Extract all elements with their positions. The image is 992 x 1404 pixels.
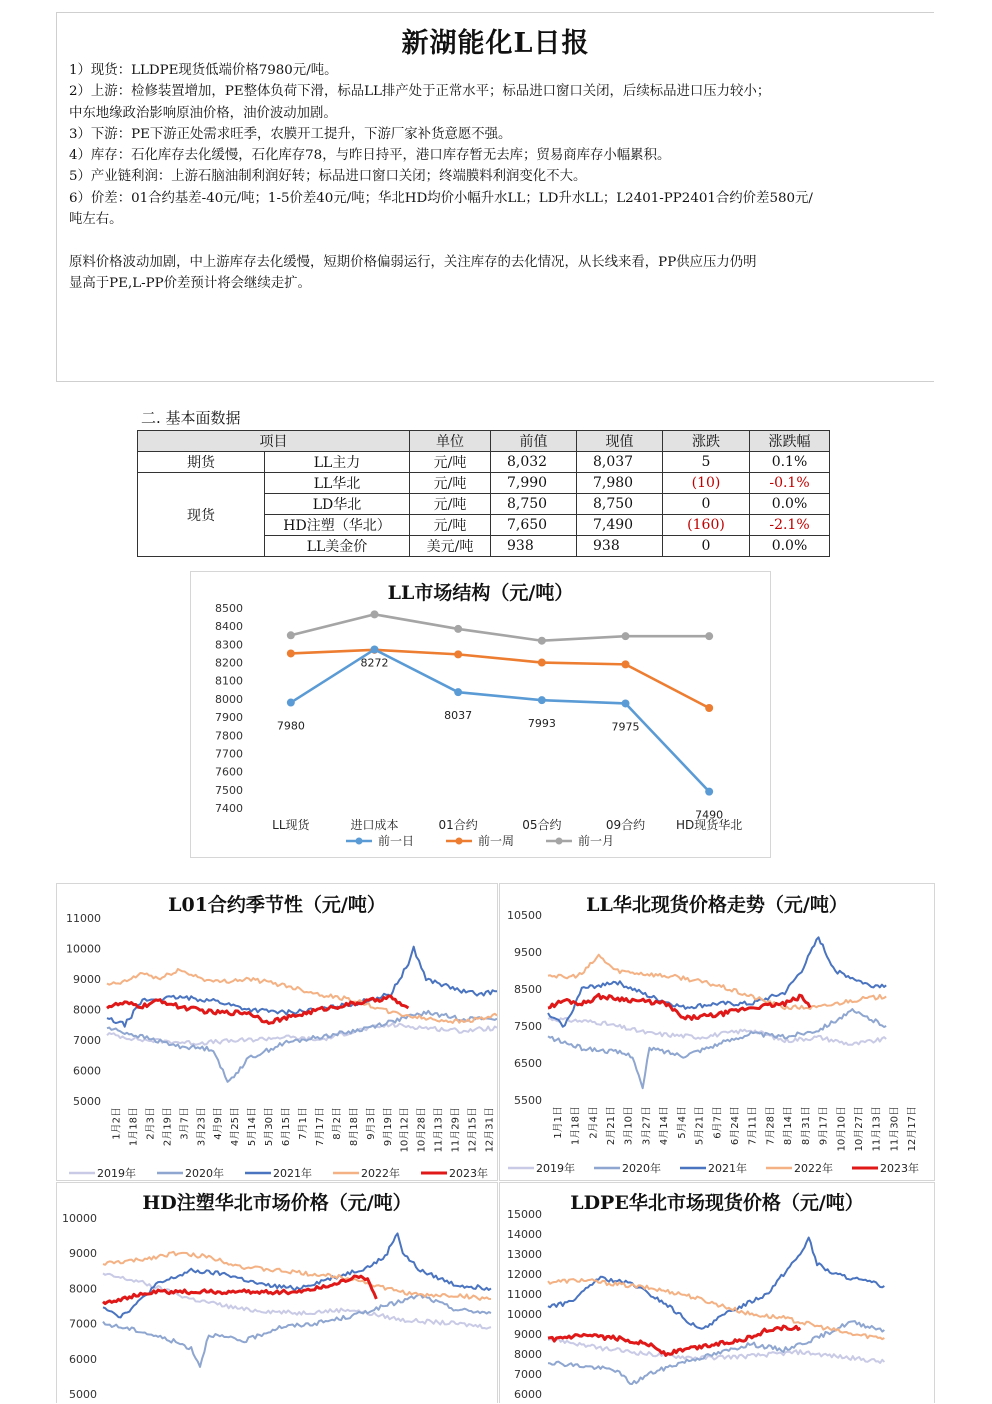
row-category: 期货 (138, 452, 265, 473)
row-curr: 7,490 (577, 515, 663, 536)
row-name: HD注塑（华北） (265, 515, 410, 536)
data-point (287, 631, 295, 639)
x-tick-label: 12月15日 (467, 1107, 479, 1153)
chart-market-structure (190, 571, 771, 858)
row-chg: 0 (663, 536, 750, 557)
chart-title: HD注塑华北市场价格（元/吨） (142, 1192, 412, 1214)
x-tick-label: 5月4日 (676, 1106, 688, 1139)
y-tick-label: 7000 (73, 1034, 101, 1047)
x-tick-label: 1月18日 (128, 1107, 140, 1147)
row-chg: (10) (663, 473, 750, 494)
report-line: 1）现货：LLDPE现货低端价格7980元/吨。 (69, 63, 338, 78)
ll-north-spot-plot (500, 884, 934, 1180)
series-line (103, 1294, 491, 1367)
data-point (622, 632, 630, 640)
header-chg: 涨跌 (663, 431, 750, 452)
y-tick-label: 7500 (215, 783, 243, 797)
x-tick-label: 11月30日 (889, 1106, 901, 1152)
y-tick-label: 7000 (69, 1317, 97, 1331)
data-point (371, 610, 379, 618)
y-tick-label: 8300 (215, 638, 243, 652)
y-tick-label: 8500 (215, 602, 243, 615)
x-tick-label: LL现货 (272, 818, 310, 832)
series-line (103, 1233, 491, 1317)
x-tick-label: 7月17日 (314, 1107, 326, 1147)
y-tick-label: 6000 (69, 1352, 97, 1366)
row-category: 现货 (138, 473, 265, 557)
series-line (548, 1321, 884, 1384)
y-tick-label: 7700 (215, 747, 243, 761)
row-prev: 7,990 (491, 473, 577, 494)
row-pct: 0.1% (750, 452, 830, 473)
x-tick-label: 8月2日 (331, 1107, 343, 1140)
chart-title: LDPE华北市场现货价格（元/吨） (570, 1192, 864, 1214)
legend-label: 2020年 (622, 1162, 661, 1175)
y-tick-label: 5000 (73, 1095, 101, 1108)
row-pct: -2.1% (750, 515, 830, 536)
legend-marker (556, 838, 563, 845)
x-tick-label: 12月31日 (484, 1107, 496, 1153)
x-tick-label: 3月27日 (641, 1106, 653, 1146)
legend-label: 2019年 (536, 1162, 575, 1175)
data-label: 7993 (527, 717, 556, 731)
y-tick-label: 13000 (507, 1248, 542, 1261)
header-unit: 单位 (410, 431, 491, 452)
row-name: LD华北 (265, 494, 410, 515)
x-tick-label: 4月25日 (230, 1107, 242, 1147)
y-tick-label: 8000 (73, 1003, 101, 1017)
y-tick-label: 6000 (514, 1388, 542, 1401)
x-tick-label: 7月11日 (747, 1106, 759, 1146)
data-point (705, 704, 713, 712)
row-prev: 8,032 (491, 452, 577, 473)
data-point (454, 650, 462, 658)
header-pct: 涨跌幅 (750, 431, 830, 452)
x-tick-label: 05合约 (522, 818, 562, 832)
series-line (548, 1009, 886, 1088)
x-tick-label: 5月30日 (264, 1107, 276, 1147)
chart-l01-seasonality (56, 883, 498, 1181)
data-point (538, 696, 546, 704)
y-tick-label: 10500 (507, 909, 542, 922)
table-header-row (138, 431, 830, 452)
legend-label: 2021年 (708, 1162, 747, 1175)
x-tick-label: 11月29日 (450, 1107, 462, 1153)
section-title: 二. 基本面数据 (141, 409, 241, 427)
table-row (138, 473, 830, 494)
legend-label: 2021年 (273, 1167, 312, 1180)
legend-label: 2022年 (361, 1167, 400, 1180)
x-tick-label: 6月15日 (281, 1107, 293, 1147)
series-line (103, 1276, 376, 1304)
x-tick-label: 12月17日 (907, 1106, 919, 1152)
chart-ll-north-spot (499, 883, 935, 1181)
y-tick-label: 5500 (514, 1094, 542, 1107)
report-line: 3）下游：PE下游正处需求旺季，农膜开工提升，下游厂家补货意愿不强。 (69, 126, 512, 142)
row-curr: 8,750 (577, 494, 663, 515)
report-line: 2）上游：检修装置增加，PE整体负荷下滑，标品LL排产处于正常水平；标品进口窗口关闭，后续标品进口压力较小； (69, 84, 771, 100)
x-tick-label: 2月4日 (588, 1106, 600, 1139)
hd-injection-plot (57, 1183, 497, 1404)
row-name: LL美金价 (265, 536, 410, 557)
y-tick-label: 10000 (66, 942, 101, 956)
x-tick-label: 2月21日 (606, 1106, 617, 1146)
chart-title: L01合约季节性（元/吨） (168, 894, 386, 916)
y-tick-label: 15000 (507, 1208, 542, 1221)
report-line: 5）产业链利润：上游石脑油制利润好转；标品进口窗口关闭；终端膜料利润变化不大。 (69, 169, 587, 185)
report-box (56, 12, 934, 382)
row-unit: 元/吨 (410, 515, 491, 536)
legend-label: 前一月 (578, 834, 615, 848)
x-tick-label: 1月1日 (552, 1106, 564, 1139)
row-prev: 7,650 (491, 515, 577, 536)
y-tick-label: 6500 (514, 1057, 542, 1070)
row-pct: -0.1% (750, 473, 830, 494)
series-line (548, 1326, 800, 1355)
data-point (371, 645, 379, 653)
y-tick-label: 7600 (215, 765, 243, 779)
legend-marker (456, 838, 463, 845)
y-tick-label: 9000 (73, 973, 101, 986)
report-line: 原料价格波动加剧，中上游库存去化缓慢，短期价格偏弱运行，关注库存的去化情况，从长线来看，PP供应压力仍明 (69, 254, 757, 270)
y-tick-label: 7800 (215, 729, 243, 743)
report-line: 吨左右。 (69, 212, 123, 228)
data-point (454, 688, 462, 696)
y-tick-label: 8000 (215, 692, 243, 706)
table-row (138, 452, 830, 473)
series-line (291, 649, 709, 791)
x-tick-label: 5月21日 (694, 1106, 706, 1146)
x-tick-label: 6月24日 (730, 1106, 741, 1146)
y-tick-label: 9000 (514, 1328, 542, 1341)
x-tick-label: 5月14日 (247, 1107, 259, 1147)
row-name: LL华北 (265, 473, 410, 494)
data-label: 8272 (360, 656, 389, 670)
row-pct: 0.0% (750, 536, 830, 557)
row-unit: 元/吨 (410, 452, 491, 473)
x-tick-label: 8月18日 (348, 1107, 360, 1147)
x-tick-label: 2月19日 (162, 1107, 174, 1147)
x-tick-label: 1月2日 (111, 1107, 123, 1140)
y-tick-label: 11000 (66, 912, 101, 925)
x-tick-label: 4月9日 (213, 1107, 225, 1140)
y-tick-label: 6000 (73, 1064, 101, 1078)
series-line (291, 614, 709, 640)
report-line (69, 230, 929, 251)
row-chg: 0 (663, 494, 750, 515)
y-tick-label: 8200 (215, 656, 243, 670)
data-point (622, 660, 630, 668)
y-tick-label: 7000 (514, 1368, 542, 1381)
y-tick-label: 9500 (514, 946, 542, 959)
y-tick-label: 7400 (215, 802, 243, 815)
x-tick-label: 10月10日 (836, 1106, 848, 1152)
report-line: 6）价差：01合约基差-40元/吨；1-5价差40元/吨；华北HD均价小幅升水LL；LD升水LL；L2401-PP2401合约价差580元/ (69, 190, 813, 206)
row-prev: 8,750 (491, 494, 577, 515)
x-tick-label: 7月1日 (298, 1107, 309, 1140)
report-line: 4）库存：石化库存去化缓慢，石化库存78，与昨日持平，港口库存暂无去库；贸易商库存小幅累积。 (69, 148, 671, 164)
chart-title: LL华北现货价格走势（元/吨） (586, 894, 848, 916)
legend-marker (356, 838, 363, 845)
fundamentals-table (137, 430, 830, 557)
legend-label: 前一日 (378, 834, 415, 848)
y-tick-label: 14000 (507, 1228, 542, 1241)
row-unit: 元/吨 (410, 473, 491, 494)
data-point (622, 699, 630, 707)
data-point (287, 649, 295, 657)
data-point (287, 699, 295, 707)
ldpe-north-plot (500, 1183, 934, 1404)
l01-seasonality-plot (57, 884, 497, 1180)
legend-label: 2023年 (449, 1167, 488, 1180)
data-label: 7975 (611, 720, 640, 734)
x-tick-label: 6月7日 (712, 1106, 724, 1139)
report-line: 中东地缘政治影响原油价格，油价波动加剧。 (69, 105, 337, 121)
y-tick-label: 8000 (69, 1282, 97, 1296)
x-tick-label: 2月3日 (145, 1107, 157, 1140)
x-tick-label: 3月10日 (623, 1106, 635, 1146)
y-tick-label: 8000 (514, 1348, 542, 1361)
y-tick-label: 7500 (514, 1020, 542, 1033)
data-point (705, 632, 713, 640)
y-tick-label: 8100 (215, 674, 243, 688)
chart-hd-injection-north (56, 1182, 498, 1403)
y-tick-label: 7900 (215, 711, 243, 725)
x-tick-label: 10月12日 (399, 1107, 411, 1153)
x-tick-label: 9月3日 (365, 1107, 377, 1140)
row-pct: 0.0% (750, 494, 830, 515)
x-tick-label: 7月28日 (765, 1106, 777, 1146)
report-text (69, 60, 929, 294)
x-tick-label: 8月31日 (800, 1106, 812, 1146)
data-label: 8037 (444, 709, 473, 723)
y-tick-label: 11000 (507, 1288, 542, 1301)
row-unit: 元/吨 (410, 494, 491, 515)
header-prev: 前值 (491, 431, 577, 452)
row-prev: 938 (491, 536, 577, 557)
series-line (291, 650, 709, 708)
row-curr: 938 (577, 536, 663, 557)
x-tick-label: 9月17日 (818, 1106, 830, 1146)
header-curr: 现值 (577, 431, 663, 452)
y-tick-label: 10000 (62, 1212, 97, 1225)
x-tick-label: 10月27日 (854, 1106, 865, 1152)
x-tick-label: 8月14日 (783, 1106, 795, 1146)
x-tick-label: 3月23日 (196, 1107, 208, 1147)
x-tick-label: 09合约 (605, 818, 646, 832)
row-curr: 7,980 (577, 473, 663, 494)
y-tick-label: 10000 (507, 1308, 542, 1321)
legend-label: 2022年 (794, 1162, 833, 1175)
row-chg: (160) (663, 515, 750, 536)
x-tick-label: 11月13日 (871, 1106, 883, 1152)
legend-label: 2023年 (880, 1162, 919, 1175)
y-tick-label: 9000 (69, 1247, 97, 1261)
y-tick-label: 5000 (69, 1388, 97, 1401)
x-tick-label: 9月19日 (382, 1107, 394, 1147)
chart-ldpe-north-spot (499, 1182, 935, 1403)
legend-label: 2019年 (97, 1167, 136, 1180)
x-tick-label: 01合约 (438, 818, 478, 832)
data-point (454, 625, 462, 633)
chart-title: LL市场结构（元/吨） (387, 582, 574, 604)
x-tick-label: 3月7日 (179, 1107, 191, 1140)
x-tick-label: 11月13日 (433, 1107, 445, 1153)
x-tick-label: 1月18日 (570, 1106, 582, 1146)
row-name: LL主力 (265, 452, 410, 473)
legend-label: 2020年 (185, 1167, 224, 1180)
series-line (548, 955, 886, 1009)
x-tick-label: 进口成本 (350, 818, 399, 832)
y-tick-label: 8400 (215, 620, 243, 634)
y-tick-label: 12000 (507, 1268, 542, 1281)
data-point (705, 788, 713, 796)
row-unit: 美元/吨 (410, 536, 491, 557)
data-point (538, 637, 546, 645)
x-tick-label: 4月14日 (659, 1106, 671, 1146)
legend-label: 前一周 (478, 834, 515, 848)
report-line: 显高于PE,L-PP价差预计将会继续走扩。 (69, 275, 311, 291)
y-tick-label: 8500 (514, 983, 542, 996)
report-title: 新湖能化L日报 (401, 28, 590, 59)
data-label: 7490 (695, 808, 724, 822)
data-point (538, 659, 546, 667)
row-curr: 8,037 (577, 452, 663, 473)
header-item: 项目 (138, 431, 410, 452)
data-label: 7980 (276, 719, 305, 733)
market-structure-plot (191, 572, 770, 857)
x-tick-label: 10月28日 (416, 1107, 428, 1153)
row-chg: 5 (663, 452, 750, 473)
x-tick-label: HD现货华北 (676, 818, 743, 832)
